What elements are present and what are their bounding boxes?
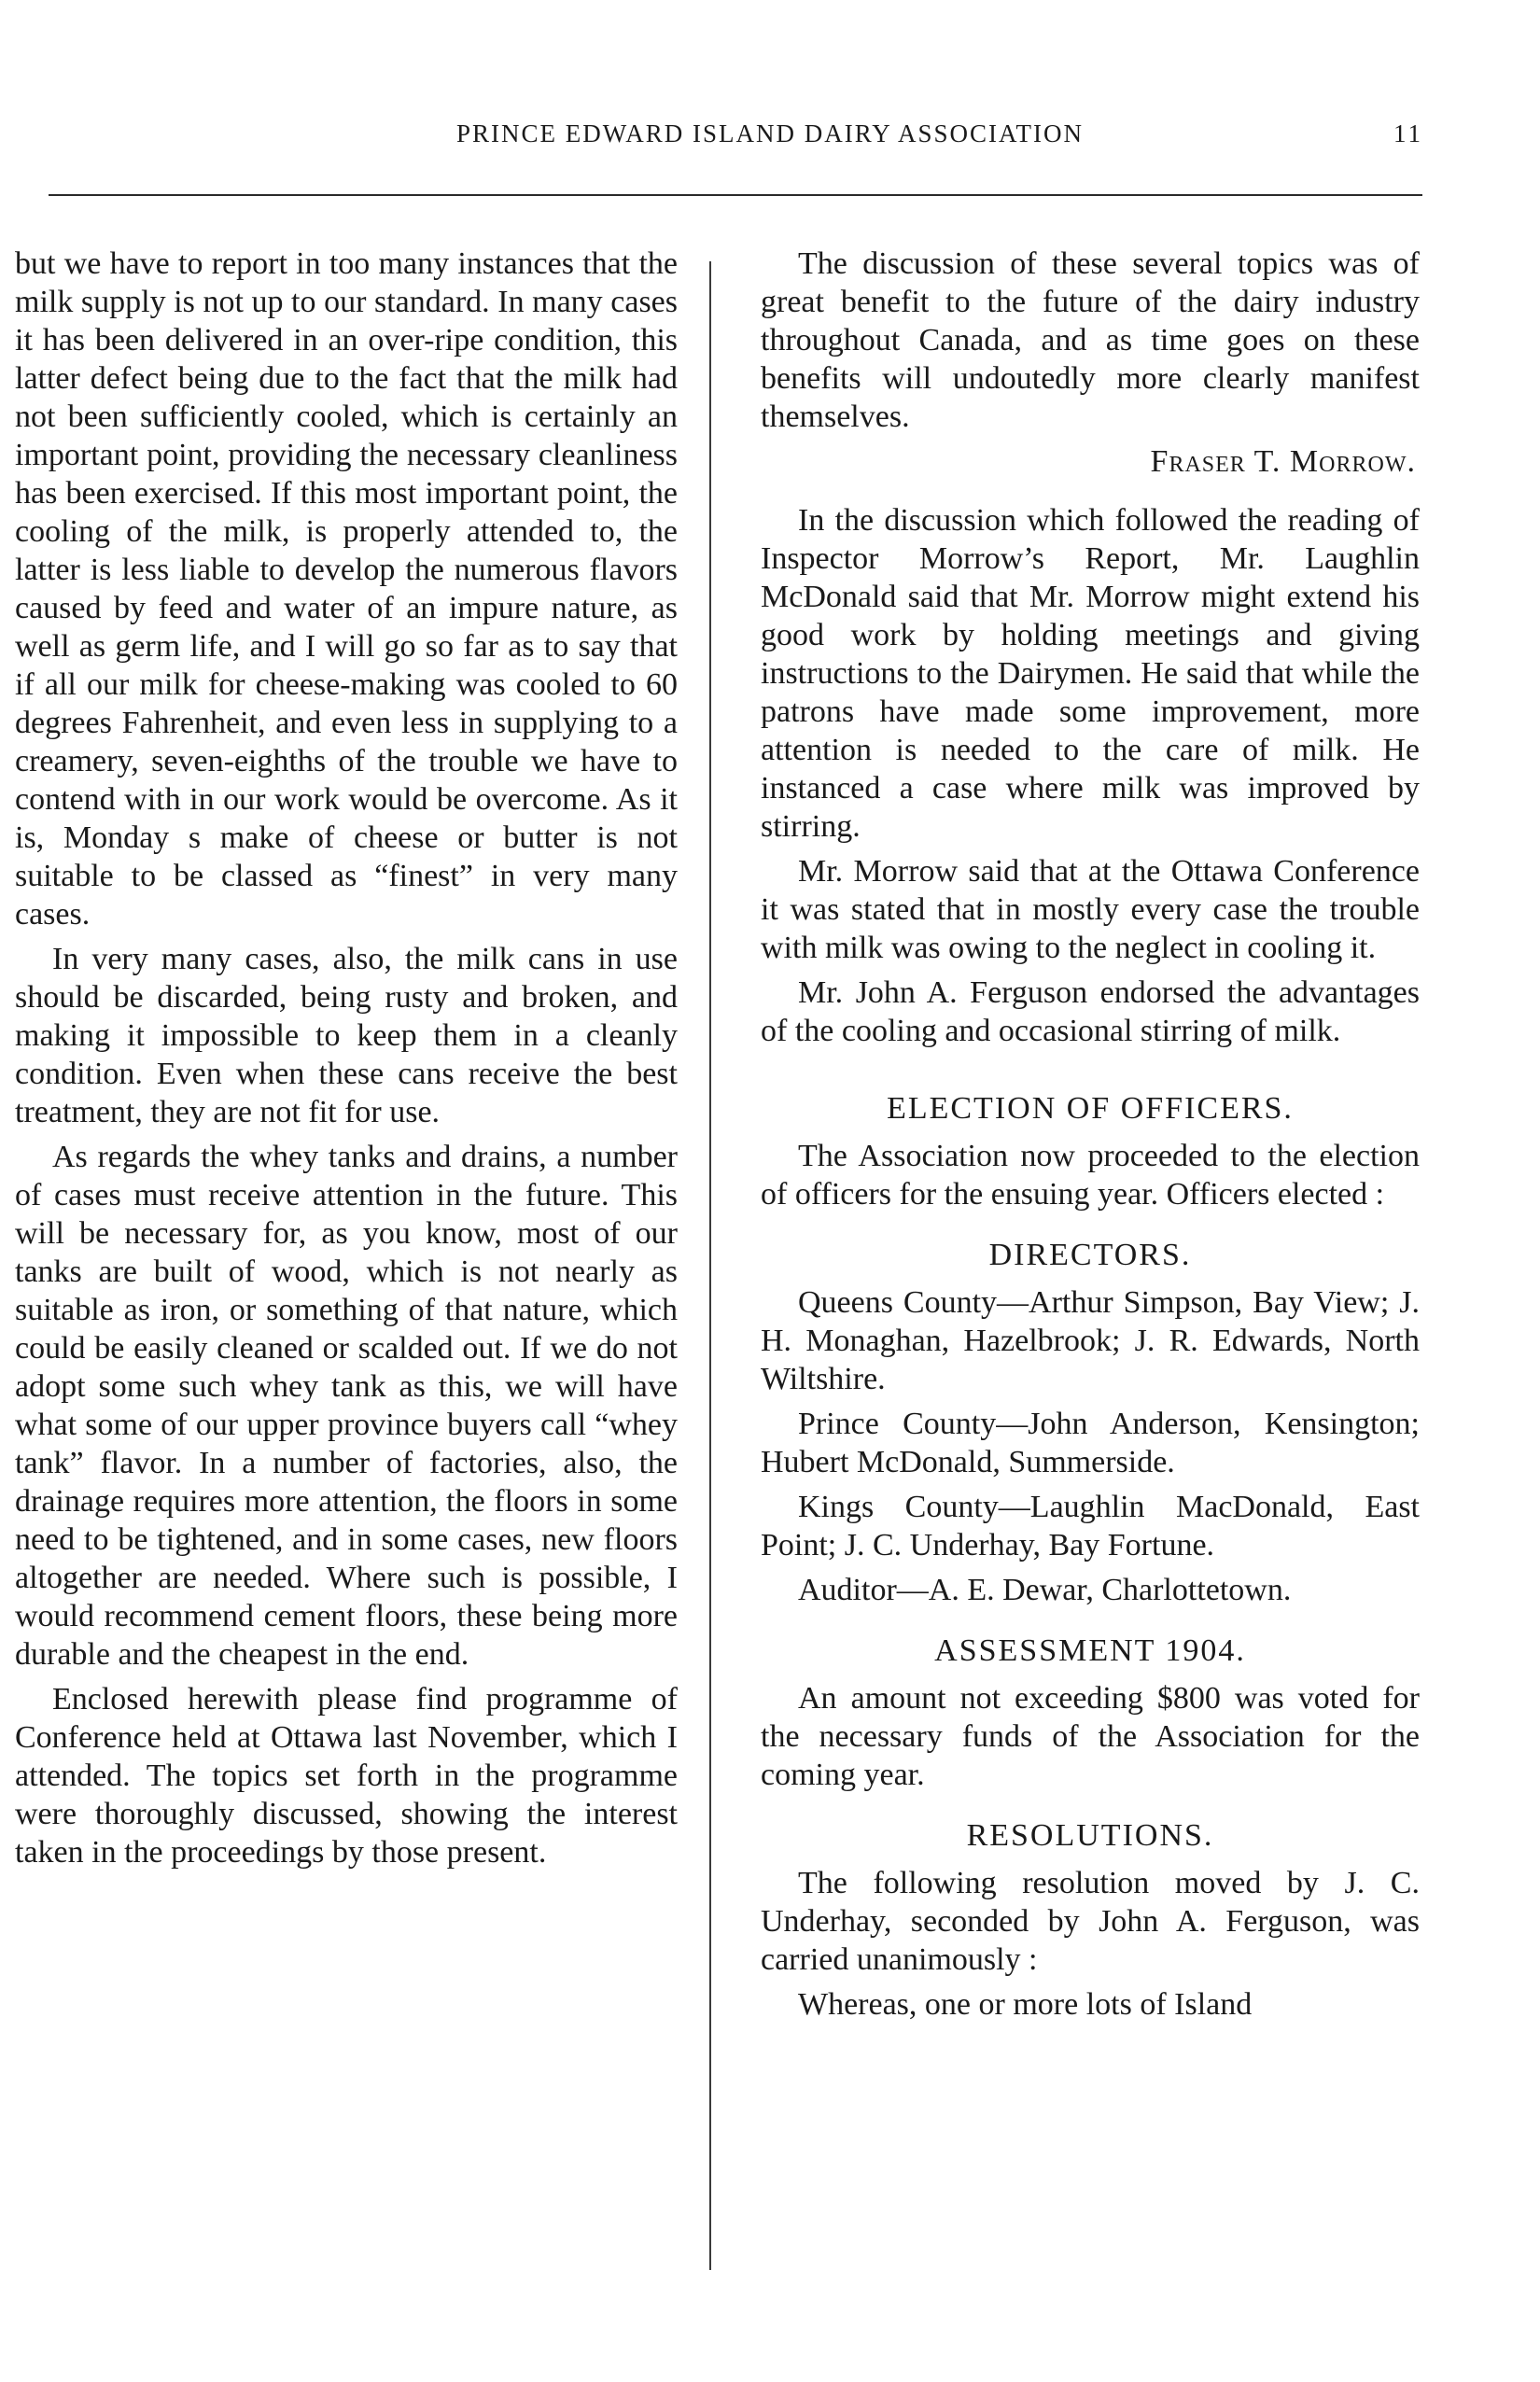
- paragraph: The Association now proceeded to the election of officers for the ensuing year. Officers elected :: [761, 1139, 1420, 1212]
- running-head: PRINCE EDWARD ISLAND DAIRY ASSOCIATION: [455, 119, 1085, 147]
- paragraph: In the discussion which followed the reading of Inspector Morrow’s Report, Mr. Laughlin McDonald said that Mr. Morrow might extend his good work by holding meetings and giving instructions to the Dairymen. He said that while the patrons have made some improvement, more attention is needed to the care of milk. He instanced a case where milk was improved by stirring.: [761, 503, 1420, 844]
- signature: Fraser T. Morrow.: [1150, 444, 1416, 479]
- section-heading-directors: DIRECTORS.: [988, 1238, 1192, 1272]
- section-heading-election: ELECTION OF OFFICERS.: [887, 1091, 1294, 1126]
- column-divider: [709, 261, 711, 2270]
- paragraph: Enclosed herewith please find programme of Conference held at Ottawa last November, which I attended. The topics set forth in the programme were thoroughly discussed, showing the interest taken in the proceedings by those present.: [15, 1682, 678, 1870]
- left-column: [15, 245, 678, 1871]
- director-entry: Prince County—John Anderson, Kensington; Hubert McDonald, Summerside.: [761, 1407, 1420, 1479]
- page-number: 11: [1393, 119, 1423, 147]
- paragraph: Whereas, one or more lots of Island: [798, 1987, 1253, 2022]
- page-header: [0, 119, 1540, 157]
- section-heading-assessment: ASSESSMENT 1904.: [934, 1633, 1246, 1668]
- director-entry: Auditor—A. E. Dewar, Charlottetown.: [798, 1573, 1292, 1607]
- paragraph: but we have to report in too many instances that the milk supply is not up to our standard. In many cases it has been delivered in an over-ripe condition, this latter defect being due to the fact that the milk had not been sufficiently cooled, which is certainly an important point, providing the necessary cleanliness has been exercised. If this most important point, the cooling of the milk, is properly attended to, the latter is less liable to develop the numerous flavors caused by feed and water of an impure nature, as well as germ life, and I will go so far as to say that if all our milk for cheese-making was cooled to 60 degrees Fahrenheit, and even less in supplying to a creamery, seven-eighths of the trouble we have to contend with in our work would be overcome. As it is, Monday s make of cheese or butter is not suitable to be classed as “finest” in very many cases.: [15, 246, 678, 932]
- director-entry: Kings County—Laughlin MacDonald, East Point; J. C. Underhay, Bay Fortune.: [761, 1490, 1420, 1562]
- paragraph: As regards the whey tanks and drains, a number of cases must receive attention in the future. This will be necessary for, as you know, most of our tanks are built of wood, which is not nearly as suitable as iron, or something of that nature, which could be easily cleaned or scalded out. If we do not adopt some such whey tank as this, we will have what some of our upper province buyers call “whey tank” flavor. In a number of factories, also, the drainage requires more attention, the floors in some need to be tightened, and in some cases, new floors altogether are needed. Where such is possible, I would recommend cement floors, these being more durable and the cheapest in the end.: [15, 1140, 678, 1672]
- right-column: [761, 245, 1420, 2024]
- director-entry: Queens County—Arthur Simpson, Bay View; J. H. Monaghan, Hazelbrook; J. R. Edwards, North Wiltshire.: [761, 1285, 1420, 1396]
- paragraph: Mr. Morrow said that at the Ottawa Conference it was stated that in mostly every case the trouble with milk was owing to the neglect in cooling it.: [761, 854, 1420, 965]
- section-heading-resolutions: RESOLUTIONS.: [966, 1818, 1214, 1853]
- paragraph: The following resolution moved by J. C. Underhay, seconded by John A. Ferguson, was carried unanimously :: [761, 1866, 1420, 1977]
- header-rule: [49, 194, 1422, 196]
- paragraph: The discussion of these several topics was of great benefit to the future of the dairy industry throughout Canada, and as time goes on these benefits will undoutedly more clearly manifest themselves.: [761, 246, 1420, 434]
- paragraph: In very many cases, also, the milk cans in use should be discarded, being rusty and broken, and making it impossible to keep them in a cleanly condition. Even when these cans receive the best treatment, they are not fit for use.: [15, 942, 678, 1129]
- paragraph: An amount not exceeding $800 was voted for the necessary funds of the Association for the coming year.: [761, 1681, 1420, 1792]
- paragraph: Mr. John A. Ferguson endorsed the advantages of the cooling and occasional stirring of milk.: [761, 975, 1420, 1048]
